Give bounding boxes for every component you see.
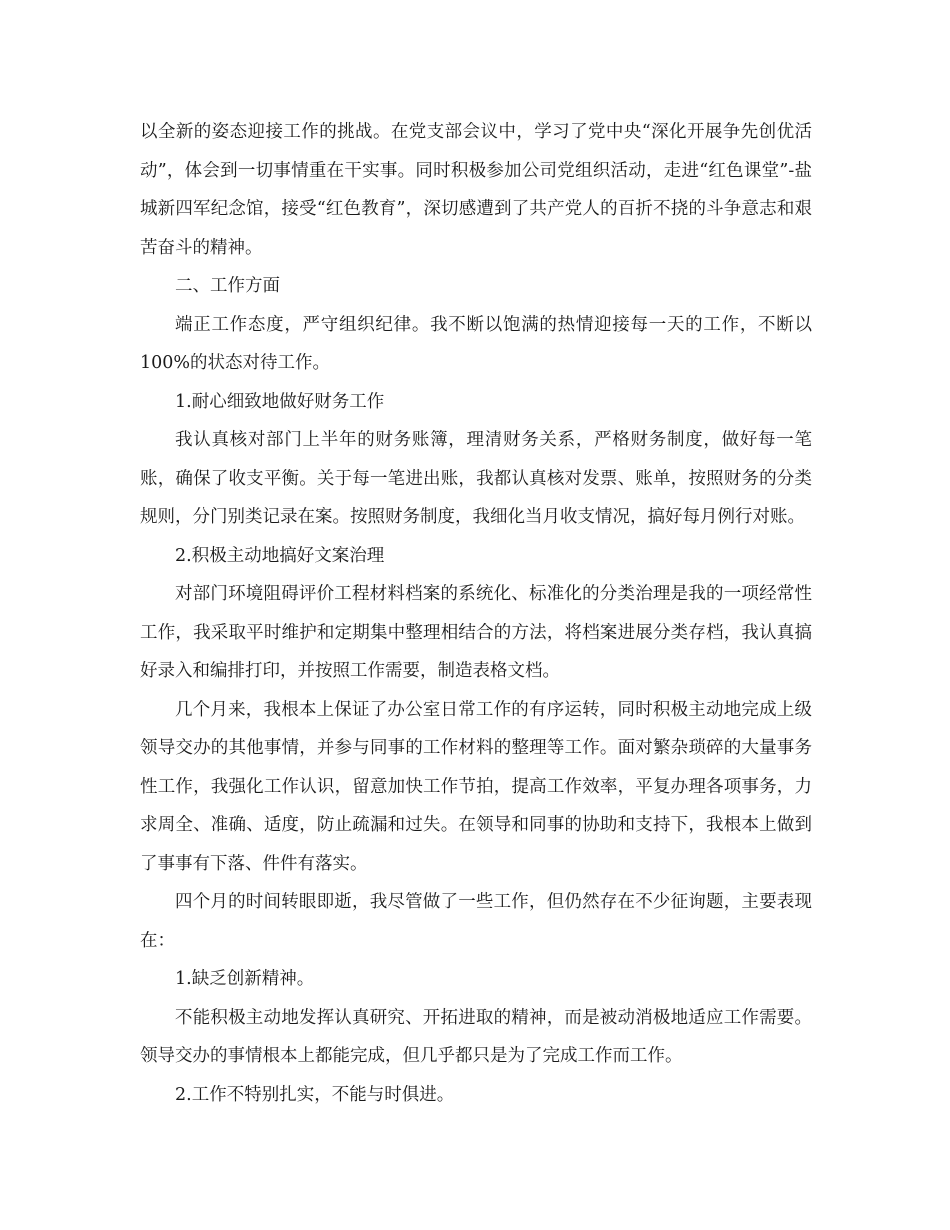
subheading-finance: 1.耐心细致地做好财务工作 bbox=[175, 391, 385, 412]
document-body bbox=[140, 113, 812, 1114]
paragraph-problems-intro: 四个月的时间转眼即逝，我尽管做了一些工作，但仍然存在不少征询题，主要表现在： bbox=[140, 892, 812, 951]
paragraph-summary: 几个月来，我根本上保证了办公室日常工作的有序运转，同时积极主动地完成上级领导交办的其他事情，并参与同事的工作材料的整理等工作。面对繁杂琐碎的大量事务性工作，我强化工作认识，留意加快工作节拍，提高工作效率，平复办理各项事务，力求周全、准确、适度，防止疏漏和过失。在领导和同事的协助和支持下，我根本上做到了事事有下落、件件有落实。 bbox=[140, 699, 812, 874]
paragraph-attitude: 端正工作态度，严守组织纪律。我不断以饱满的热情迎接每一天的工作，不断以100%的状态对待工作。 bbox=[140, 314, 812, 373]
paragraph-intro: 以全新的姿态迎接工作的挑战。在党支部会议中，学习了党中央“深化开展争先创优活动”，体会到一切事情重在干实事。同时积极参加公司党组织活动，走进“红色课堂”-盐城新四军纪念馆，接受“红色教育”，深切感遭到了共产党人的百折不挠的斗争意志和艰苦奋斗的精神。 bbox=[140, 122, 812, 258]
paragraph-finance: 我认真核对部门上半年的财务账簿，理清财务关系，严格财务制度，做好每一笔账，确保了收支平衡。关于每一笔进出账，我都认真核对发票、账单，按照财务的分类规则，分门别类记录在案。按照财务制度，我细化当月收支情况，搞好每月例行对账。 bbox=[140, 430, 812, 527]
subheading-diligence: 2.工作不特别扎实，不能与时俱进。 bbox=[175, 1084, 455, 1105]
subheading-innovation: 1.缺乏创新精神。 bbox=[175, 969, 315, 989]
paragraph-documents: 对部门环境阻碍评价工程材料档案的系统化、标准化的分类治理是我的一项经常性工作，我采取平时维护和定期集中整理相结合的方法，将档案进展分类存档，我认真搞好录入和编排打印，并按照工作需要，制造表格文档。 bbox=[140, 584, 812, 681]
subheading-documents: 2.积极主动地搞好文案治理 bbox=[175, 545, 385, 566]
paragraph-innovation: 不能积极主动地发挥认真研究、开拓进取的精神，而是被动消极地适应工作需要。领导交办的事情根本上都能完成，但几乎都只是为了完成工作而工作。 bbox=[140, 1007, 812, 1066]
section-heading-work: 二、工作方面 bbox=[175, 276, 280, 296]
